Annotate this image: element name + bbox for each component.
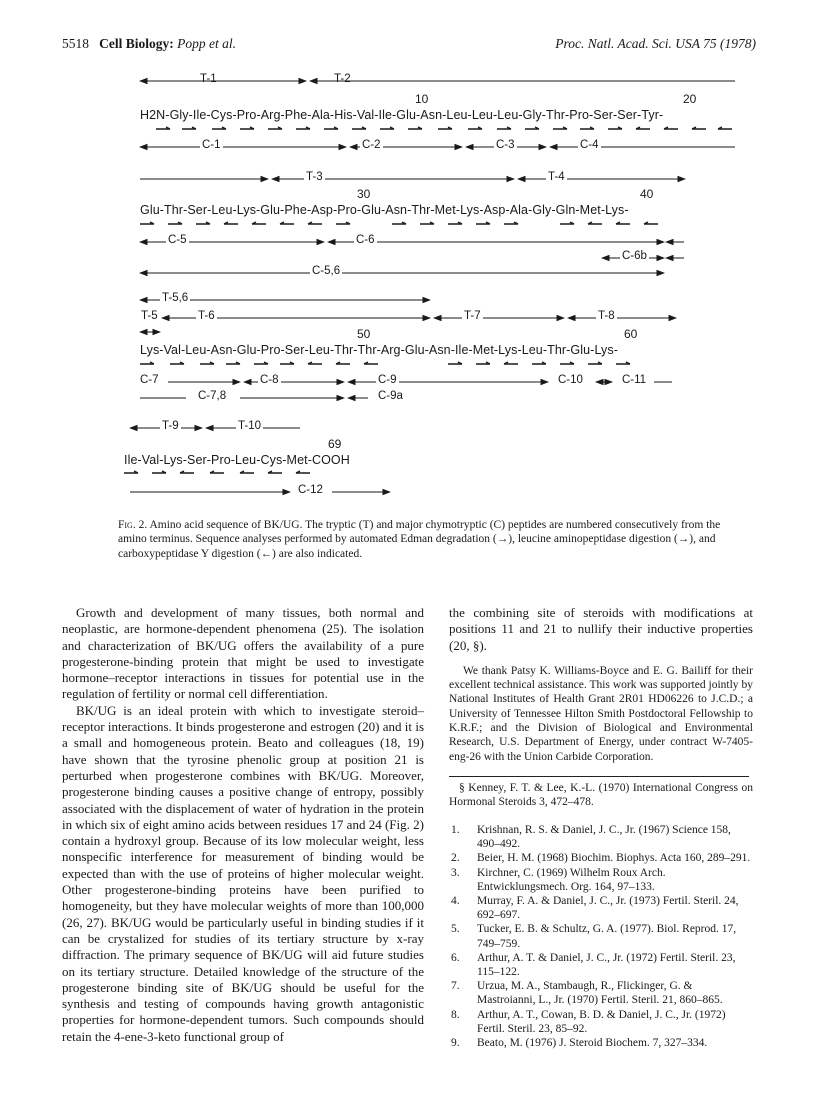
sequencing-arrow — [504, 222, 518, 224]
residue-number-50: 50 — [357, 327, 371, 341]
sequence-row-2: Glu-Thr-Ser-Leu-Lys-Glu-Phe-Asp-Pro-Glu-Asn-Thr-Met-Lys-Asp-Ala-Gly-Gln-Met-Lys- — [140, 203, 629, 217]
label-t-6: T-6 — [198, 310, 215, 322]
sequencing-arrow — [408, 127, 422, 129]
label-c-3: C-3 — [496, 139, 515, 151]
sequencing-arrow — [240, 471, 254, 473]
reference-number: 8. — [451, 1008, 460, 1021]
sequencing-arrow — [268, 127, 282, 129]
sequencing-arrow — [336, 222, 350, 224]
sequencing-arrow — [664, 127, 678, 129]
sequencing-arrow — [280, 362, 294, 364]
sequence-row-4: Ile-Val-Lys-Ser-Pro-Leu-Cys-Met-COOH — [124, 453, 350, 467]
figure-caption — [118, 518, 748, 561]
sequencing-arrow — [588, 222, 602, 224]
sequencing-arrow — [180, 471, 194, 473]
label-c-5-6: C-5,6 — [312, 265, 341, 277]
label-t-4: T-4 — [548, 171, 565, 183]
label-c-11: C-11 — [622, 374, 647, 386]
label-t-5: T-5 — [141, 310, 158, 322]
sequencing-arrow — [296, 471, 310, 473]
residue-number-30: 30 — [357, 187, 371, 201]
sequencing-arrow — [296, 127, 310, 129]
reference-item — [449, 979, 753, 1007]
sequence-row-3: Lys-Val-Leu-Asn-Glu-Pro-Ser-Leu-Thr-Thr-Arg-Glu-Asn-Ile-Met-Lys-Leu-Thr-Glu-Lys- — [140, 343, 619, 357]
reference-text: Arthur, A. T. & Daniel, J. C., Jr. (1972) Fertil. Steril. 23, 115–122. — [477, 951, 736, 978]
sequencing-arrow — [352, 127, 366, 129]
sequencing-arrow — [308, 222, 322, 224]
sequencing-arrow — [560, 362, 574, 364]
label-t-3: T-3 — [306, 171, 323, 183]
label-c-4: C-4 — [580, 139, 599, 151]
label-t-8: T-8 — [598, 310, 615, 322]
references-list — [449, 823, 753, 1050]
label-t-2: T-2 — [334, 73, 351, 85]
sequencing-arrow — [308, 362, 322, 364]
sequencing-arrow — [336, 362, 350, 364]
label-c-5: C-5 — [168, 234, 187, 246]
sequencing-arrow — [476, 362, 490, 364]
sequencing-arrow — [560, 222, 574, 224]
sequencing-arrow — [525, 127, 539, 129]
journal-citation: Proc. Natl. Acad. Sci. USA 75 (1978) — [555, 36, 756, 51]
sequencing-arrow — [636, 127, 650, 129]
label-c-12: C-12 — [298, 484, 323, 496]
sequencing-arrow — [170, 362, 184, 364]
sequencing-arrow — [497, 127, 511, 129]
reference-text: Krishnan, R. S. & Daniel, J. C., Jr. (1967) Science 158, 490–492. — [477, 823, 731, 851]
sequencing-arrow — [608, 127, 622, 129]
label-t-7: T-7 — [464, 310, 481, 322]
sequencing-arrow — [364, 362, 378, 364]
footnote: § Kenney, F. T. & Lee, K.-L. (1970) International Congress on Hormonal Steroids 3, 472–478. — [449, 781, 753, 808]
sequencing-arrow — [476, 222, 490, 224]
sequence-row-1: H2N-Gly-Ile-Cys-Pro-Arg-Phe-Ala-His-Val-Ile-Glu-Asn-Leu-Leu-Leu-Gly-Thr-Pro-Ser-Ser-Tyr- — [140, 108, 664, 122]
reference-number: 3. — [451, 866, 460, 879]
label-t-9: T-9 — [162, 420, 179, 432]
label-c-9: C-9 — [378, 374, 397, 386]
sequencing-arrow — [420, 222, 434, 224]
sequencing-arrow — [226, 362, 240, 364]
caption-label: Fig. 2. — [118, 519, 148, 531]
sequencing-arrow — [616, 222, 630, 224]
reference-item — [449, 894, 753, 922]
author-line: Popp et al. — [177, 36, 236, 51]
section-name: Cell Biology: — [99, 36, 174, 51]
label-c-6: C-6 — [356, 234, 375, 246]
sequencing-arrow — [152, 471, 166, 473]
sequencing-arrow — [140, 222, 154, 224]
sequencing-arrow — [448, 222, 462, 224]
reference-text: Murray, F. A. & Daniel, J. C., Jr. (1973) Fertil. Steril. 24, 692–697. — [477, 894, 739, 922]
running-header-left — [62, 36, 236, 52]
sequencing-arrow — [156, 127, 170, 129]
sequencing-arrow — [252, 222, 266, 224]
reference-item — [449, 851, 753, 865]
reference-number: 4. — [451, 894, 460, 907]
sequencing-arrow — [448, 362, 462, 364]
reference-text: Arthur, A. T., Cowan, B. D. & Daniel, J. C., Jr. (1972) Fertil. Steril. 23, 85–92. — [477, 1008, 726, 1035]
sequencing-arrow — [580, 127, 594, 129]
label-c-7: C-7 — [140, 374, 159, 386]
sequencing-arrow — [240, 127, 254, 129]
reference-text: Beato, M. (1976) J. Steroid Biochem. 7, 327–334. — [477, 1037, 708, 1050]
residue-number-40: 40 — [640, 187, 654, 201]
reference-text: Urzua, M. A., Stambaugh, R., Flickinger, G. & Mastroianni, L., Jr. (1970) Fertil. Steril. 21, 860–865. — [477, 980, 723, 1007]
reference-item — [449, 823, 753, 851]
label-t-10: T-10 — [238, 420, 262, 432]
sequencing-arrow — [324, 127, 338, 129]
body-left-column — [62, 605, 424, 1045]
sequencing-arrow — [280, 222, 294, 224]
paragraph: BK/UG is an ideal protein with which to investigate steroid–receptor interactions. It binds progesterone and estrogen (20) and it is a small and homogeneous protein. Beato and colleagues (18, 19) have shown that the tyrosine phenolic group at position 21 is perturbed when progesterone combines with BK/UG. Moreover, progesterone binding causes a positive change of entropy, possibly associated with the displacement of water of hydration in the protein in which six of eight amino acids between residues 17 and 24 (Fig. 2) contain a hydroxyl group. Because of its low molecular weight, less nonspecific interference for measurement of binding would be expected than with the use of proteins of higher molecular weight. Other progesterone-binding proteins have been purified to homogeneity, but they have molecular weights of more than 100,000 (26, 27). BK/UG would be particularly useful in binding studies if it can be crystalized for studies of its tertiary structure by x-ray diffraction. The primary sequence of BK/UG will aid future studies on its tertiary structure. Detailed knowledge of the structure of the progesterone binding site of BK/UG should be useful for the synthesis and testing of compounds having growth antagonistic properties for hormone-dependent tumors. Such compounds should retain the 4-ene-3-keto functional group of — [62, 702, 424, 1044]
reference-item — [449, 1036, 753, 1050]
label-c-9a: C-9a — [378, 390, 403, 402]
sequencing-arrow — [438, 127, 452, 129]
sequencing-arrow — [392, 222, 406, 224]
sequencing-arrow — [212, 127, 226, 129]
reference-text: Beier, H. M. (1968) Biochim. Biophys. Acta 160, 289–291. — [477, 852, 751, 865]
paragraph: Growth and development of many tissues, both normal and neoplastic, are hormone-dependent phenomena (25). The isolation and characterization of BK/UG offers the availability of a pure progesterone-binding protein that might be used to investigate hormone–receptor interactions in tissues for potential use in the regulation of fertility or normal cell differentiation. — [62, 605, 424, 702]
sequencing-arrow — [380, 127, 394, 129]
figure-2-sequence-diagram — [0, 0, 816, 520]
reference-number: 1. — [451, 823, 460, 836]
reference-number: 6. — [451, 951, 460, 964]
sequencing-arrow — [553, 127, 567, 129]
footnote-rule — [449, 776, 749, 777]
sequencing-arrow — [718, 127, 732, 129]
sequencing-arrow — [588, 362, 602, 364]
residue-number-60: 60 — [624, 327, 638, 341]
page-number: 5518 — [62, 36, 89, 51]
reference-text: Kirchner, C. (1969) Wilhelm Roux Arch. Entwicklungsmech. Org. 164, 97–133. — [477, 866, 666, 893]
label-c-7-8: C-7,8 — [198, 390, 227, 402]
sequencing-arrow — [254, 362, 268, 364]
sequencing-arrow — [182, 127, 196, 129]
label-c-2: C-2 — [362, 139, 381, 151]
sequencing-arrow — [532, 362, 546, 364]
sequencing-arrow — [210, 471, 224, 473]
sequencing-arrow — [268, 471, 282, 473]
body-right-column — [449, 605, 753, 1050]
sequencing-arrow — [140, 362, 154, 364]
sequencing-arrow — [200, 362, 214, 364]
reference-item — [449, 866, 753, 894]
acknowledgments: We thank Patsy K. Williams-Boyce and E. G. Bailiff for their excellent technical assistance. This work was supported jointly by National Institutes of Health Grant 2R01 HD06226 to J.C.D.; a University of Tennessee Hilton Smith Postdoctoral Fellowship to K.R.F.; and the Division of Biological and Environmental Research, U.S. Department of Energy, under contract W-7405-eng-26 with the Union Carbide Corporation. — [449, 664, 753, 763]
residue-number-10: 10 — [415, 92, 429, 106]
reference-text: Tucker, E. B. & Schultz, G. A. (1977). Biol. Reprod. 17, 749–759. — [477, 923, 737, 950]
label-c-6b: C-6b — [622, 250, 647, 262]
label-c-8: C-8 — [260, 374, 279, 386]
caption-text: Amino acid sequence of BK/UG. The tryptic (T) and major chymotryptic (C) peptides are numbered consecutively from the amino terminus. Sequence analyses performed by automated Edman degradation (→), leucine aminopeptidase digestion (→), and carboxypeptidase Y digestion (←) are also indicated. — [118, 519, 721, 560]
sequencing-arrow — [504, 362, 518, 364]
label-t-5-6: T-5,6 — [162, 292, 189, 304]
reference-number: 2. — [451, 852, 460, 865]
paragraph: the combining site of steroids with modifications at positions 11 and 21 to nullify their inductive properties (20, §). — [449, 605, 753, 653]
residue-number-69: 69 — [328, 437, 342, 451]
residue-number-20: 20 — [683, 92, 697, 106]
label-c-1: C-1 — [202, 139, 221, 151]
sequencing-arrow — [196, 222, 210, 224]
reference-number: 9. — [451, 1037, 460, 1050]
label-t-1: T-1 — [200, 73, 217, 85]
sequencing-arrow — [468, 127, 482, 129]
reference-item — [449, 922, 753, 950]
sequencing-arrow — [124, 471, 138, 473]
sequencing-arrow — [692, 127, 706, 129]
reference-item — [449, 1008, 753, 1036]
sequencing-arrow — [644, 222, 658, 224]
label-c-10: C-10 — [558, 374, 583, 386]
sequencing-arrow — [616, 362, 630, 364]
sequencing-arrow — [168, 222, 182, 224]
reference-item — [449, 951, 753, 979]
reference-number: 5. — [451, 923, 460, 936]
sequencing-arrow — [224, 222, 238, 224]
reference-number: 7. — [451, 980, 460, 993]
